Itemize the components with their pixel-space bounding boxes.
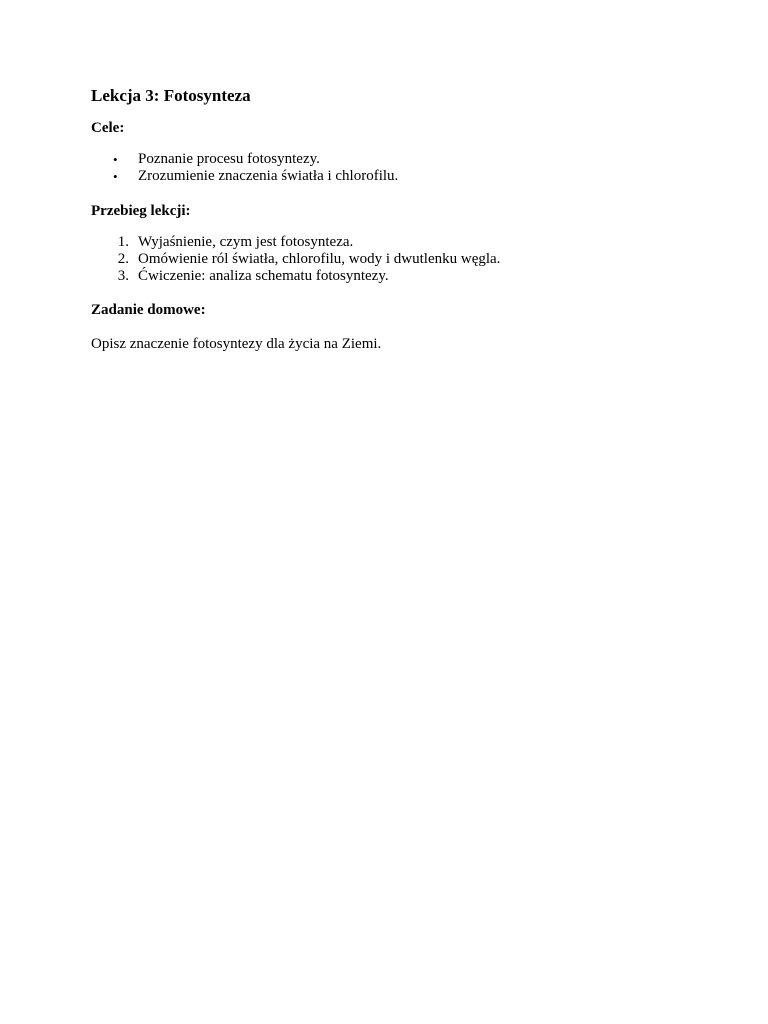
list-number: 3. [117, 268, 129, 284]
list-number: 2. [117, 251, 129, 267]
list-item [91, 168, 691, 185]
homework-heading: Zadanie domowe: [91, 302, 206, 318]
list-item [91, 268, 691, 285]
goals-list [91, 151, 691, 185]
bullet-icon: • [113, 152, 118, 167]
lesson-flow-heading: Przebieg lekcji: [91, 203, 191, 219]
list-item [91, 234, 691, 251]
lesson-flow-list [91, 234, 691, 285]
list-number: 1. [117, 234, 129, 250]
homework-text: Opisz znaczenie fotosyntezy dla życia na Ziemi. [91, 336, 382, 352]
list-item-text: Omówienie ról światła, chlorofilu, wody i dwutlenku węgla. [138, 251, 501, 267]
list-item-text: Ćwiczenie: analiza schematu fotosyntezy. [138, 268, 389, 284]
bullet-icon: • [113, 169, 118, 184]
document-page [91, 84, 691, 354]
list-item [91, 151, 691, 168]
list-item [91, 251, 691, 268]
list-item-text: Wyjaśnienie, czym jest fotosynteza. [138, 234, 354, 250]
goals-heading: Cele: [91, 120, 125, 136]
list-item-text: Poznanie procesu fotosyntezy. [138, 151, 320, 167]
page-title: Lekcja 3: Fotosynteza [91, 86, 251, 105]
list-item-text: Zrozumienie znaczenia światła i chlorofilu. [138, 168, 399, 184]
